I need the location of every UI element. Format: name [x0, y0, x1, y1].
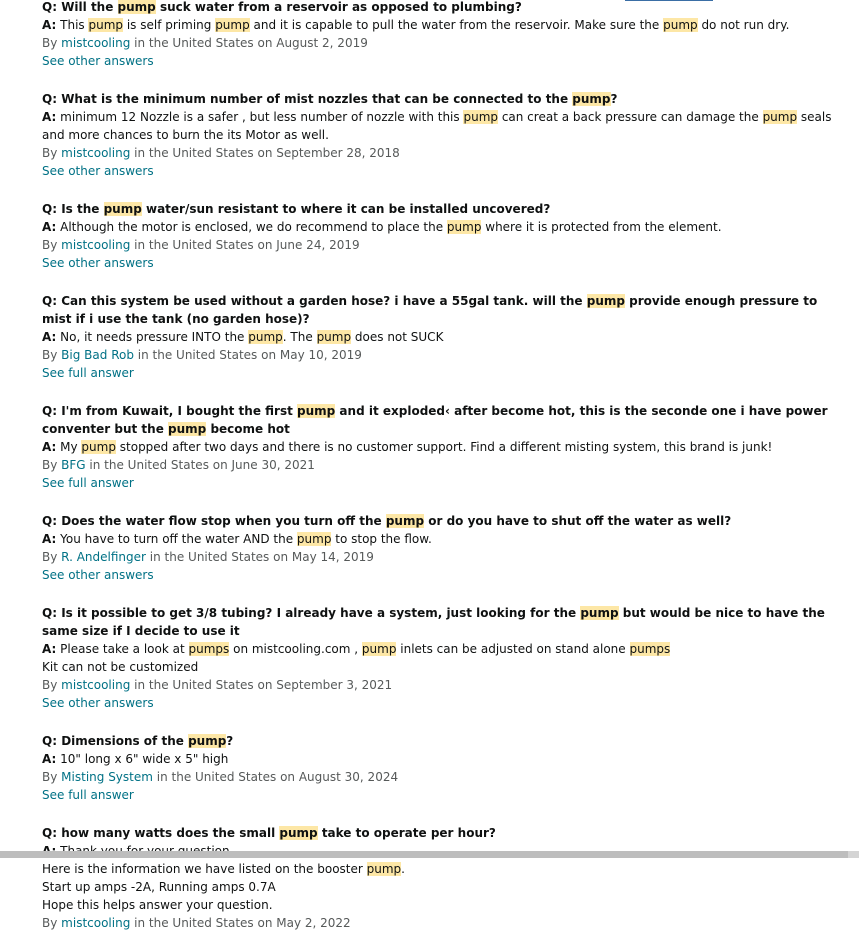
- by-label: By: [42, 458, 58, 472]
- highlighted-term: pump: [580, 606, 619, 620]
- question-text: provide enough pressure to mist if i use the tank (no garden hose)?: [42, 294, 818, 326]
- answer-text: Here is the information we have listed on the booster: [42, 862, 367, 876]
- question-label: Q:: [42, 294, 57, 308]
- see-other-answers-link[interactable]: See other answers: [42, 568, 154, 582]
- highlighted-term: pump: [361, 642, 397, 656]
- author-location-date: in the United States on May 2, 2022: [130, 916, 351, 930]
- qa-item: [42, 402, 842, 492]
- answer-label: A:: [42, 330, 57, 344]
- highlighted-term: pump: [385, 514, 425, 528]
- question-text: suck water from a reservoir as opposed to plumbing?: [155, 0, 522, 14]
- question: [42, 732, 842, 750]
- see-other-answers-link[interactable]: See other answers: [42, 164, 154, 178]
- answers-link-row: [42, 786, 842, 804]
- answer-text: No, it needs pressure INTO the: [60, 330, 249, 344]
- author-location-date: in the United States on May 14, 2019: [145, 550, 374, 564]
- author-location-date: in the United States on August 30, 2024: [152, 770, 399, 784]
- highlighted-term: pump: [117, 0, 156, 14]
- highlighted-term: pump: [88, 18, 124, 32]
- question-label: Q:: [42, 0, 57, 14]
- see-other-answers-link[interactable]: See other answers: [42, 256, 154, 270]
- question-label: Q:: [42, 606, 57, 620]
- answer-label: A:: [42, 440, 57, 454]
- question-text: I'm from Kuwait, I bought the first: [61, 404, 298, 418]
- answer-line: [42, 530, 842, 548]
- answers-link-row: [42, 254, 842, 272]
- qa-item: [42, 90, 842, 180]
- highlighted-term: pump: [103, 202, 142, 216]
- horizontal-scrollbar[interactable]: [0, 851, 859, 858]
- author-location-date: in the United States on May 10, 2019: [133, 348, 362, 362]
- answer-author-line: [42, 144, 842, 162]
- question-text: Dimensions of the: [61, 734, 189, 748]
- question-text: ?: [226, 734, 234, 748]
- highlighted-term: pump: [316, 330, 352, 344]
- answer-label: A:: [42, 220, 57, 234]
- answer-line: [42, 108, 842, 144]
- question: [42, 402, 842, 438]
- answer-text: on mistcooling.com ,: [229, 642, 362, 656]
- question-text: take to operate per hour?: [317, 826, 496, 840]
- answer-label: A:: [42, 642, 57, 656]
- answer-author-line: [42, 346, 842, 364]
- answer-author-line: [42, 456, 842, 474]
- author-link[interactable]: mistcooling: [61, 678, 131, 692]
- qa-item: [42, 292, 842, 382]
- answer-text: does not SUCK: [351, 330, 444, 344]
- answer-text: is self priming: [123, 18, 216, 32]
- author-location-date: in the United States on August 2, 2019: [130, 36, 368, 50]
- scrollbar-thumb[interactable]: [0, 851, 848, 858]
- author-link[interactable]: Misting System: [61, 770, 153, 784]
- answer-line: [42, 658, 842, 676]
- by-label: By: [42, 36, 58, 50]
- question-label: Q:: [42, 514, 57, 528]
- question-text: and it exploded‹ after become hot, this is the seconde one i have power conventer but the: [42, 404, 828, 436]
- question-text: Will the: [61, 0, 118, 14]
- by-label: By: [42, 916, 58, 930]
- question: [42, 200, 842, 218]
- highlighted-term: pump: [188, 734, 227, 748]
- author-link[interactable]: R. Andelfinger: [61, 550, 146, 564]
- qa-item: [42, 200, 842, 272]
- highlighted-term: pump: [463, 110, 498, 124]
- answer-text: Although the motor is enclosed, we do recommend to place the: [60, 220, 447, 234]
- question-text: or do you have to shut off the water as well?: [424, 514, 732, 528]
- answer-text: minimum 12 Nozzle is a safer , but less number of nozzle with this: [60, 110, 464, 124]
- see-other-answers-link[interactable]: See other answers: [42, 54, 154, 68]
- highlighted-term: pumps: [188, 642, 230, 656]
- question-text: water/sun resistant to where it can be installed uncovered?: [141, 202, 551, 216]
- answer-line: [42, 640, 842, 658]
- answers-link-row: [42, 162, 842, 180]
- answer-text: seals and more chances to burn the its Motor as well.: [42, 110, 832, 142]
- question: [42, 604, 842, 640]
- highlighted-term: pump: [762, 110, 798, 124]
- highlighted-term: pump: [168, 422, 207, 436]
- highlighted-term: pump: [248, 330, 283, 344]
- answer-line: [42, 896, 842, 914]
- highlighted-term: pump: [215, 18, 250, 32]
- question-text: Can this system be used without a garden hose? i have a 55gal tank. will the: [61, 294, 587, 308]
- answer-text: Kit can not be customized: [42, 660, 199, 674]
- answers-link-row: [42, 364, 842, 382]
- highlighted-term: pump: [572, 92, 611, 106]
- by-label: By: [42, 678, 58, 692]
- answer-author-line: [42, 548, 842, 566]
- answers-link-row: [42, 474, 842, 492]
- qa-item: [42, 604, 842, 712]
- qa-list: [42, 0, 842, 952]
- answer-text: can creat a back pressure can damage the: [498, 110, 763, 124]
- answer-text: .: [401, 862, 405, 876]
- author-location-date: in the United States on June 30, 2021: [85, 458, 315, 472]
- question-text: become hot: [206, 422, 290, 436]
- answers-link-row: [42, 52, 842, 70]
- answer-author-line: [42, 768, 842, 786]
- answer-text: do not run dry.: [697, 18, 790, 32]
- highlighted-term: pump: [446, 220, 482, 234]
- answer-line: [42, 860, 842, 878]
- author-link[interactable]: Big Bad Rob: [61, 348, 134, 362]
- see-other-answers-link[interactable]: See other answers: [42, 696, 154, 710]
- answers-link-row: [42, 694, 842, 712]
- answer-label: A:: [42, 752, 57, 766]
- highlighted-term: pump: [586, 294, 625, 308]
- author-location-date: in the United States on June 24, 2019: [130, 238, 360, 252]
- author-location-date: in the United States on September 28, 2018: [130, 146, 400, 160]
- question-text: Is the: [61, 202, 104, 216]
- question-label: Q:: [42, 734, 57, 748]
- question: [42, 90, 842, 108]
- see-full-answer-link[interactable]: See full answer: [42, 788, 134, 802]
- question-label: Q:: [42, 826, 57, 840]
- question-text: ?: [610, 92, 618, 106]
- answer-line: [42, 878, 842, 896]
- answer-text: and it is capable to pull the water from the reservoir. Make sure the: [249, 18, 664, 32]
- author-link[interactable]: mistcooling: [61, 146, 131, 160]
- answers-link-row: [42, 566, 842, 584]
- author-link[interactable]: mistcooling: [61, 238, 131, 252]
- answer-label: A:: [42, 110, 57, 124]
- highlighted-term: pumps: [629, 642, 671, 656]
- answer-text: My: [60, 440, 82, 454]
- answer-line: [42, 328, 842, 346]
- author-link[interactable]: mistcooling: [61, 36, 131, 50]
- by-label: By: [42, 550, 58, 564]
- answer-line: [42, 438, 842, 456]
- answer-author-line: [42, 34, 842, 52]
- question-text: Does the water flow stop when you turn off the: [61, 514, 386, 528]
- highlighted-term: pump: [296, 532, 332, 546]
- answer-line: [42, 16, 842, 34]
- by-label: By: [42, 146, 58, 160]
- question-label: Q:: [42, 92, 57, 106]
- highlighted-term: pump: [366, 862, 402, 876]
- author-link[interactable]: mistcooling: [61, 916, 131, 930]
- see-full-answer-link[interactable]: See full answer: [42, 366, 134, 380]
- question: [42, 824, 842, 842]
- question: [42, 292, 842, 328]
- answer-text: This: [60, 18, 89, 32]
- answer-line: [42, 218, 842, 236]
- qa-item: [42, 0, 842, 70]
- answer-author-line: [42, 236, 842, 254]
- highlighted-term: pump: [81, 440, 116, 454]
- answer-text: You have to turn off the water AND the: [60, 532, 297, 546]
- question: [42, 0, 842, 16]
- highlighted-term: pump: [297, 404, 336, 418]
- highlighted-term: pump: [279, 826, 318, 840]
- answer-text: stopped after two days and there is no customer support. Find a different misting system, this brand is junk!: [115, 440, 773, 454]
- answer-text: . The: [282, 330, 317, 344]
- author-location-date: in the United States on September 3, 2021: [130, 678, 393, 692]
- see-full-answer-link[interactable]: See full answer: [42, 476, 134, 490]
- question-label: Q:: [42, 202, 57, 216]
- answer-label: A:: [42, 18, 57, 32]
- highlighted-term: pump: [663, 18, 698, 32]
- answer-line: [42, 750, 842, 768]
- by-label: By: [42, 770, 58, 784]
- question-label: Q:: [42, 404, 57, 418]
- answer-text: Hope this helps answer your question.: [42, 898, 273, 912]
- answer-author-line: [42, 676, 842, 694]
- qa-item: [42, 824, 842, 932]
- answer-text: to stop the flow.: [331, 532, 432, 546]
- answer-text: Please take a look at: [60, 642, 189, 656]
- answer-text: where it is protected from the element.: [481, 220, 722, 234]
- qa-item: [42, 732, 842, 804]
- question-text: What is the minimum number of mist nozzles that can be connected to the: [61, 92, 573, 106]
- by-label: By: [42, 348, 58, 362]
- question-text: how many watts does the small: [61, 826, 280, 840]
- question-text: but would be nice to have the same size if I decide to use it: [42, 606, 825, 638]
- answer-label: A:: [42, 532, 57, 546]
- question: [42, 512, 842, 530]
- answer-text: 10" long x 6" wide x 5" high: [60, 752, 229, 766]
- author-link[interactable]: BFG: [61, 458, 86, 472]
- answer-text: inlets can be adjusted on stand alone: [396, 642, 630, 656]
- question-text: Is it possible to get 3/8 tubing? I already have a system, just looking for the: [61, 606, 581, 620]
- answer-text: Start up amps -2A, Running amps 0.7A: [42, 880, 276, 894]
- by-label: By: [42, 238, 58, 252]
- qa-item: [42, 512, 842, 584]
- answer-author-line: [42, 914, 842, 932]
